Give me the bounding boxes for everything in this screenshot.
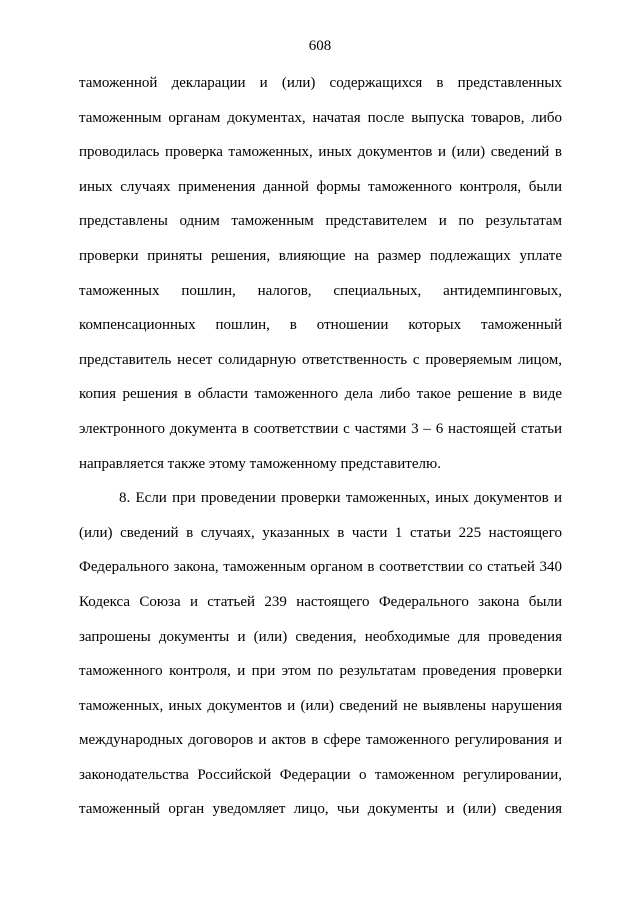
text-line: проверки приняты решения, влияющие на размер подлежащих уплате: [79, 247, 562, 264]
text-line: законодательства Российской Федерации о таможенном регулировании,: [79, 766, 562, 783]
text-line: проводилась проверка таможенных, иных документов и (или) сведений в: [79, 144, 562, 161]
text-line: электронного документа в соответствии с частями 3 – 6 настоящей статьи: [79, 420, 562, 437]
text-line: таможенным органам документах, начатая после выпуска товаров, либо: [79, 109, 562, 126]
paragraph: [79, 489, 562, 835]
text-line: таможенной декларации и (или) содержащихся в представленных: [79, 75, 562, 91]
text-line: Федерального закона, таможенным органом в соответствии со статьей 340: [79, 559, 562, 576]
text-line: таможенных пошлин, налогов, специальных, антидемпинговых,: [79, 282, 562, 299]
text-line: международных договоров и актов в сфере таможенного регулирования и: [79, 732, 562, 749]
text-line: компенсационных пошлин, в отношении которых таможенный: [79, 317, 562, 334]
text-line: 8. Если при проведении проверки таможенных, иных документов и: [119, 490, 562, 507]
page-number: 608: [308, 38, 332, 54]
text-line: иных случаях применения данной формы таможенного контроля, были: [79, 178, 562, 195]
document-body: [79, 74, 562, 835]
text-line: представитель несет солидарную ответственность с проверяемым лицом,: [79, 351, 562, 368]
text-line: (или) сведений в случаях, указанных в части 1 статьи 225 настоящего: [79, 524, 562, 541]
text-line: таможенных, иных документов и (или) сведений не выявлены нарушения: [79, 697, 562, 714]
text-line: запрошены документы и (или) сведения, необходимые для проведения: [79, 628, 562, 645]
text-line: Кодекса Союза и статьей 239 настоящего Федерального закона были: [79, 593, 562, 610]
text-line: представлены одним таможенным представителем и по результатам: [79, 213, 562, 230]
text-line: копия решения в области таможенного дела либо такое решение в виде: [79, 386, 562, 403]
text-line: направляется также этому таможенному представителю.: [79, 455, 441, 472]
text-line: таможенного контроля, и при этом по результатам проведения проверки: [79, 663, 562, 680]
paragraph: [79, 74, 562, 489]
text-line: таможенный орган уведомляет лицо, чьи документы и (или) сведения: [79, 801, 562, 818]
